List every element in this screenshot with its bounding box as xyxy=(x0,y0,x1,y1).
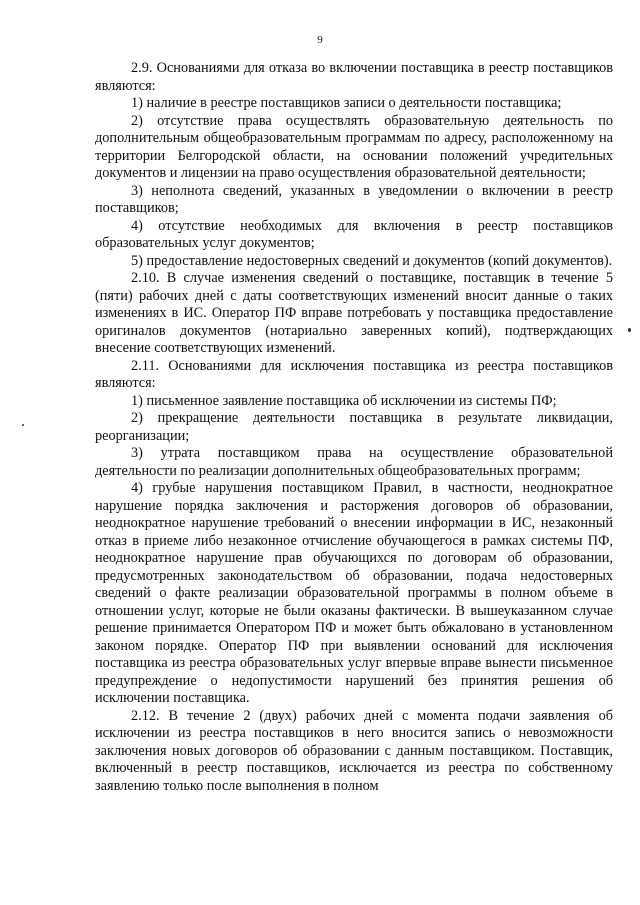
list-item-2-11-4: 4) грубые нарушения поставщиком Правил, в частности, неоднократное нарушение порядка заключения и расторжения договоров об образовании, неоднократное нарушение требований о внесении информации в ИС, незаконный отказ в приеме либо незаконное отчисление обучающегося в рамках системы ПФ, неоднократное нарушение прав обучающихся по договорам об образовании, предусмотренных законодательством об образовании, подача недостоверных сведений о факте реализации образовательной программы в полном объеме в отношении услуг, которые не были оказаны фактически. В вышеуказанном случае решение принимается Оператором ПФ и может быть обжаловано в установленном законом порядке. Оператор ПФ при выявлении оснований для исключения поставщика из реестра образовательных услуг впервые вправе вынести письменное предупреждение о недопустимости нарушений без принятия решения об исключении поставщика. xyxy=(95,480,613,706)
scan-speck-left xyxy=(22,424,24,426)
list-item-2-9-3: 3) неполнота сведений, указанных в уведомлении о включении в реестр поставщиков; xyxy=(95,182,613,216)
paragraph-2-11: 2.11. Основаниями для исключения поставщика из реестра поставщиков являются: xyxy=(95,357,613,391)
list-item-2-9-2: 2) отсутствие права осуществлять образовательную деятельность по дополнительным общеобразовательным программам по адресу, расположенному на территории Белгородской области, на основании положений учредительных документов и лицензии на право осуществления образовательной деятельности; xyxy=(95,112,613,181)
list-item-2-9-1: 1) наличие в реестре поставщиков записи о деятельности поставщика; xyxy=(131,95,562,111)
list-item-2-9-4: 4) отсутствие необходимых для включения в реестр поставщиков образовательных услуг документов; xyxy=(95,217,613,251)
list-item-2-11-3: 3) утрата поставщиком права на осуществление образовательной деятельности по реализации дополнительных общеобразовательных программ; xyxy=(95,445,613,479)
list-item-2-11-1: 1) письменное заявление поставщика об исключении из системы ПФ; xyxy=(131,392,557,409)
paragraph-2-12: 2.12. В течение 2 (двух) рабочих дней с момента подачи заявления об исключении из реестра поставщиков в него вносится запись о невозможности заключения новых договоров об образовании с данным поставщиком. Поставщик, включенный в реестр поставщиков, исключается из реестра по собственному заявлению только после выполнения в полном xyxy=(95,707,613,794)
list-item-2-11-2: 2) прекращение деятельности поставщика в результате ликвидации, реорганизации; xyxy=(95,410,613,444)
scan-speck-right xyxy=(628,328,631,332)
list-item-2-9-5: 5) предоставление недостоверных сведений и документов (копий документов). xyxy=(131,252,613,269)
page-number: 9 xyxy=(317,34,323,46)
paragraph-2-10: 2.10. В случае изменения сведений о поставщике, поставщик в течение 5 (пяти) рабочих дней с даты соответствующих изменений вносит данные о таких изменениях в ИС. Оператор ПФ вправе потребовать у поставщика предоставление оригиналов документов (нотариально заверенных копий), подтверждающих внесение соответствующих изменений. xyxy=(95,270,613,356)
document-body xyxy=(95,60,613,795)
paragraph-2-9: 2.9. Основаниями для отказа во включении поставщика в реестр поставщиков являются: xyxy=(95,60,613,94)
